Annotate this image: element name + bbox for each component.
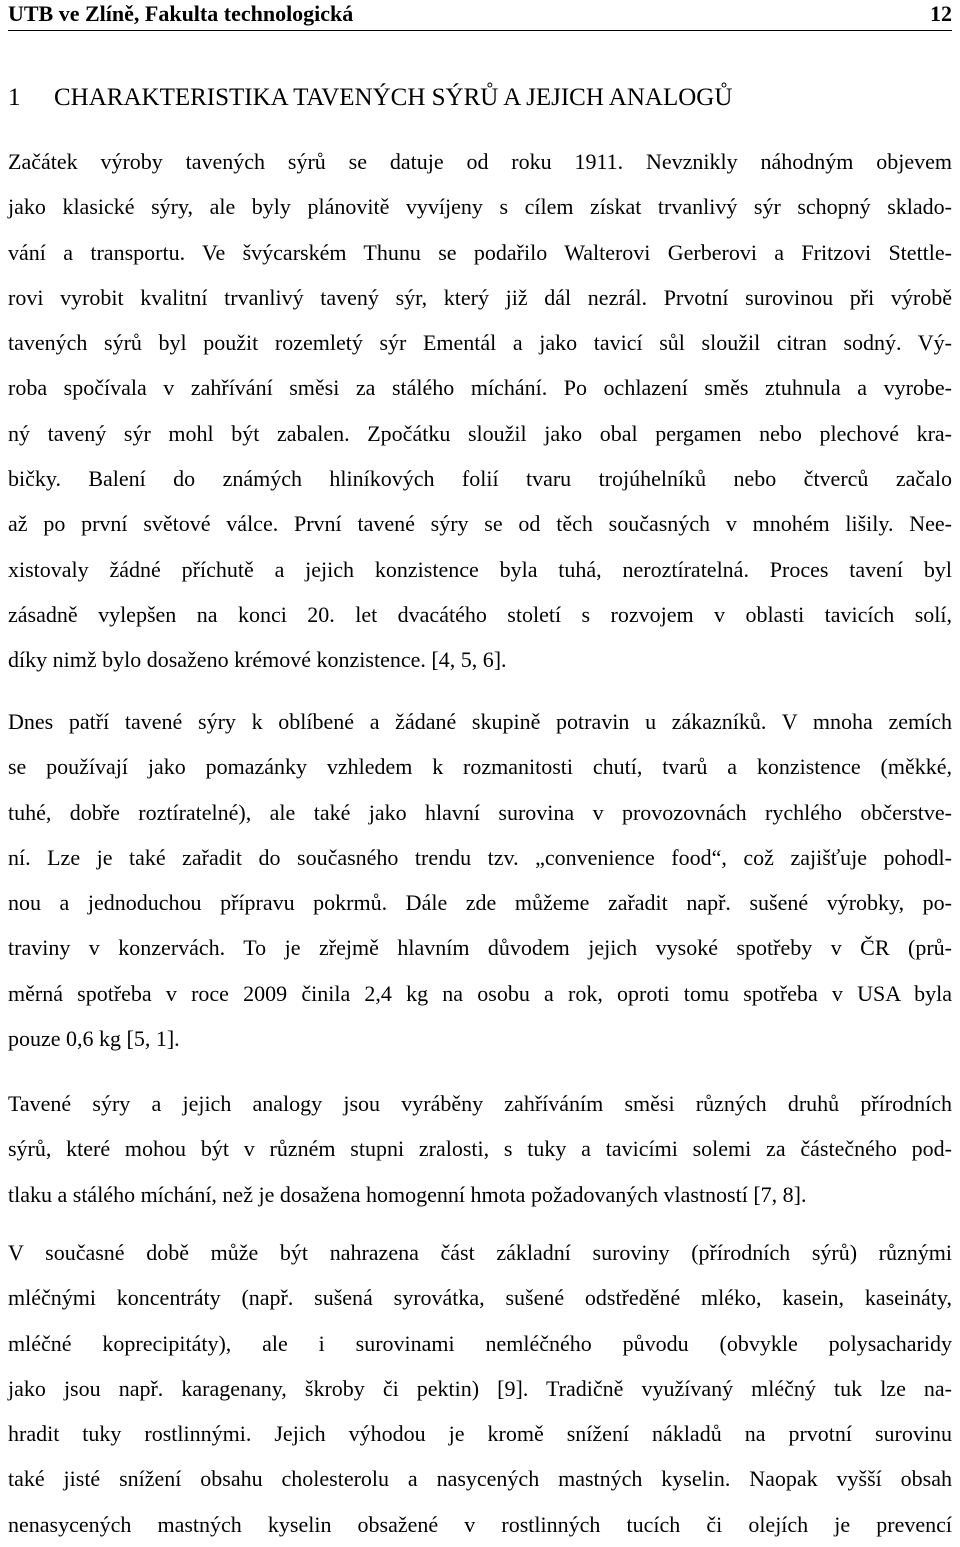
paragraph-line: pouze 0,6 kg [5, 1]. [8, 1026, 180, 1052]
paragraph-line: Dnes patří tavené sýry k oblíbené a žádané skupině potravin u zákazníků. V mnoha zemích [8, 709, 952, 734]
paragraph-4 [8, 1230, 952, 1547]
paragraph-line: rovi vyrobit kvalitní trvanlivý tavený sýr, který již dál nezrál. Prvotní surovinou při výrobě [8, 284, 952, 310]
paragraph-line: Tavené sýry a jejich analogy jsou vyráběny zahříváním směsi různých druhů přírodních [8, 1091, 952, 1116]
paragraph-line: ní. Lze je také zařadit do současného trendu tzv. „convenience food“, což zajišťuje pohodl- [8, 844, 952, 870]
running-header [8, 0, 952, 31]
paragraph-line: bičky. Balení do známých hliníkových folií tvaru trojúhelníků nebo čtverců začalo [8, 466, 952, 492]
paragraph-line: zásadně vylepšen na konci 20. let dvacátého století s rozvojem v oblasti tavicích solí, [8, 601, 952, 627]
chapter-heading [8, 82, 732, 114]
paragraph-line: nou a jednoduchou přípravu pokrmů. Dále zde můžeme zařadit např. sušené výrobky, po- [8, 890, 952, 916]
paragraph-line: hradit tuky rostlinnými. Jejich výhodou je kromě snížení nákladů na prvotní surovinu [8, 1421, 952, 1447]
paragraph-line: díky nimž bylo dosaženo krémové konzistence. [4, 5, 6]. [8, 647, 507, 673]
paragraph-line: vání a transportu. Ve švýcarském Thunu se podařilo Walterovi Gerberovi a Fritzovi Stettle- [8, 239, 952, 265]
paragraph-line: tuhé, dobře roztíratelné), ale také jako hlavní surovina v provozovnách rychlého občerstve- [8, 799, 952, 825]
paragraph-line: sýrů, které mohou být v různém stupni zralosti, s tuky a tavicími solemi za částečného pod- [8, 1136, 952, 1162]
paragraph-2 [8, 699, 952, 1061]
paragraph-line: mléčné koprecipitáty), ale i surovinami nemléčného původu (obvykle polysacharidy [8, 1330, 952, 1356]
paragraph-line: jako klasické sýry, ale byly plánovitě vyvíjeny s cílem získat trvanlivý sýr schopný sklado- [8, 194, 952, 220]
header-page-number: 12 [930, 1, 952, 26]
paragraph-line: mléčnými koncentráty (např. sušená syrovátka, sušené odstředěné mléko, kasein, kaseináty, [8, 1285, 952, 1311]
chapter-title: CHARAKTERISTIKA TAVENÝCH SÝRŮ A JEJICH ANALOGŮ [54, 84, 733, 111]
paragraph-line: V současné době může být nahrazena část základní suroviny (přírodních sýrů) různými [8, 1240, 952, 1265]
paragraph-line: jako jsou např. karagenany, škroby či pektin) [9]. Tradičně využívaný mléčný tuk lze na- [8, 1375, 952, 1401]
paragraph-line: ný tavený sýr mohl být zabalen. Zpočátku sloužil jako obal pergamen nebo plechové kra- [8, 420, 952, 446]
paragraph-line: roba spočívala v zahřívání směsi za stálého míchání. Po ochlazení směs ztuhnula a vyrobe- [8, 375, 952, 401]
paragraph-line: až po první světové válce. První tavené sýry se od těch současných v mnohém lišily. Nee- [8, 511, 952, 537]
paragraph-3 [8, 1081, 952, 1217]
paragraph-line: tlaku a stálého míchání, než je dosažena homogenní hmota požadovaných vlastností [7, 8]. [8, 1181, 807, 1207]
paragraph-line: měrná spotřeba v roce 2009 činila 2,4 kg na osobu a rok, oproti tomu spotřeba v USA byla [8, 980, 952, 1006]
paragraph-line: Začátek výroby tavených sýrů se datuje od roku 1911. Nevznikly náhodným objevem [8, 149, 952, 174]
chapter-number: 1 [8, 84, 21, 111]
paragraph-1 [8, 139, 952, 683]
paragraph-line: se používají jako pomazánky vzhledem k rozmanitosti chutí, tvarů a konzistence (měkké, [8, 754, 952, 780]
paragraph-line: xistovaly žádné příchutě a jejich konzistence byla tuhá, neroztíratelná. Proces tavení byl [8, 556, 952, 582]
paragraph-line: také jisté snížení obsahu cholesterolu a nasycených mastných kyselin. Naopak vyšší obsah [8, 1466, 952, 1492]
header-institution: UTB ve Zlíně, Fakulta technologická [8, 1, 354, 26]
paragraph-line: tavených sýrů byl použit rozemletý sýr Ementál a jako tavicí sůl sloužil citran sodný. Vý- [8, 330, 952, 356]
paragraph-line: traviny v konzervách. To je zřejmě hlavním důvodem jejich vysoké spotřeby v ČR (prů- [8, 935, 952, 961]
paragraph-line: nenasycených mastných kyselin obsažené v rostlinných tucích či olejích je prevencí [8, 1511, 952, 1537]
